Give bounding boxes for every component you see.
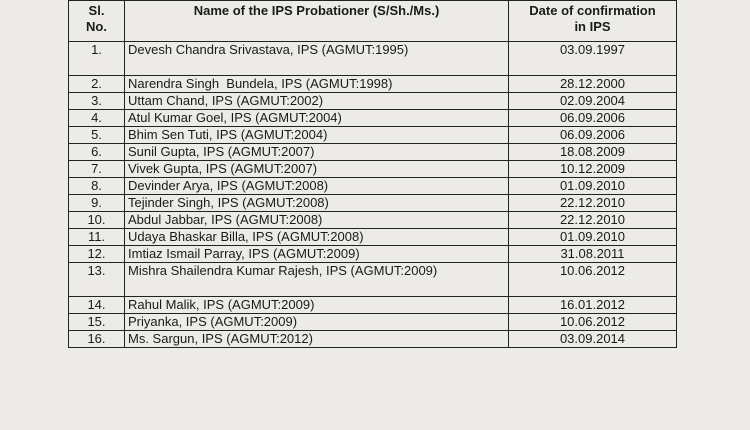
confirmation-date-cell: 06.09.2006 [509,127,677,144]
probationer-name-cell: Mishra Shailendra Kumar Rajesh, IPS (AGMUT:2009) [125,263,509,297]
probationer-name-cell: Vivek Gupta, IPS (AGMUT:2007) [125,161,509,178]
probationer-name-cell: Atul Kumar Goel, IPS (AGMUT:2004) [125,110,509,127]
probationer-name-cell: Abdul Jabbar, IPS (AGMUT:2008) [125,212,509,229]
confirmation-date-cell: 22.12.2010 [509,195,677,212]
table-row [69,93,677,110]
confirmation-date-cell: 03.09.2014 [509,331,677,348]
table-row [69,212,677,229]
table-row [69,229,677,246]
probationer-name-cell: Priyanka, IPS (AGMUT:2009) [125,314,509,331]
serial-number-cell: 8. [69,178,125,195]
date-header-line1: Date of confirmation [529,3,656,18]
confirmation-date-cell: 18.08.2009 [509,144,677,161]
table-row [69,127,677,144]
serial-header-line1: Sl. [88,3,105,18]
table-row [69,331,677,348]
probationer-name-cell: Sunil Gupta, IPS (AGMUT:2007) [125,144,509,161]
probationer-name-cell: Uttam Chand, IPS (AGMUT:2002) [125,93,509,110]
confirmation-date-cell: 10.12.2009 [509,161,677,178]
confirmation-date-cell: 01.09.2010 [509,178,677,195]
serial-number-cell: 11. [69,229,125,246]
table-row [69,263,677,297]
probationer-name-cell: Udaya Bhaskar Billa, IPS (AGMUT:2008) [125,229,509,246]
serial-number-cell: 9. [69,195,125,212]
serial-number-cell: 16. [69,331,125,348]
table-row [69,195,677,212]
confirmation-date-cell: 01.09.2010 [509,229,677,246]
table-row [69,144,677,161]
serial-number-cell: 6. [69,144,125,161]
confirmation-date-cell: 22.12.2010 [509,212,677,229]
serial-number-cell: 1. [69,42,125,76]
table-row [69,76,677,93]
serial-number-cell: 7. [69,161,125,178]
confirmation-date-cell: 31.08.2011 [509,246,677,263]
probationer-name-cell: Ms. Sargun, IPS (AGMUT:2012) [125,331,509,348]
confirmation-date-cell: 02.09.2004 [509,93,677,110]
serial-number-cell: 10. [69,212,125,229]
probationer-name-cell: Rahul Malik, IPS (AGMUT:2009) [125,297,509,314]
serial-number-cell: 15. [69,314,125,331]
table-row [69,314,677,331]
serial-number-cell: 5. [69,127,125,144]
serial-number-cell: 13. [69,263,125,297]
probationer-name-cell: Devinder Arya, IPS (AGMUT:2008) [125,178,509,195]
serial-number-cell: 14. [69,297,125,314]
confirmation-date-cell: 16.01.2012 [509,297,677,314]
probationer-name-cell: Bhim Sen Tuti, IPS (AGMUT:2004) [125,127,509,144]
table-row [69,178,677,195]
serial-number-cell: 4. [69,110,125,127]
serial-number-header [69,1,125,42]
serial-header-line2: No. [86,19,107,34]
name-header: Name of the IPS Probationer (S/Sh./Ms.) [125,1,509,42]
probationer-name-cell: Tejinder Singh, IPS (AGMUT:2008) [125,195,509,212]
confirmation-date-cell: 03.09.1997 [509,42,677,76]
probationer-name-cell: Imtiaz Ismail Parray, IPS (AGMUT:2009) [125,246,509,263]
serial-number-cell: 2. [69,76,125,93]
date-of-confirmation-header [509,1,677,42]
serial-number-cell: 3. [69,93,125,110]
date-header-line2: in IPS [574,19,611,34]
table-row [69,246,677,263]
probationer-name-cell: Narendra Singh Bundela, IPS (AGMUT:1998) [125,76,509,93]
table-body [69,42,677,348]
table-row [69,110,677,127]
confirmation-date-cell: 10.06.2012 [509,314,677,331]
table-row [69,297,677,314]
table-row [69,42,677,76]
table-header-row [69,1,677,42]
confirmation-date-cell: 06.09.2006 [509,110,677,127]
ips-probationer-table [68,0,677,348]
confirmation-date-cell: 10.06.2012 [509,263,677,297]
serial-number-cell: 12. [69,246,125,263]
confirmation-date-cell: 28.12.2000 [509,76,677,93]
table-row [69,161,677,178]
probationer-name-cell: Devesh Chandra Srivastava, IPS (AGMUT:1995) [125,42,509,76]
